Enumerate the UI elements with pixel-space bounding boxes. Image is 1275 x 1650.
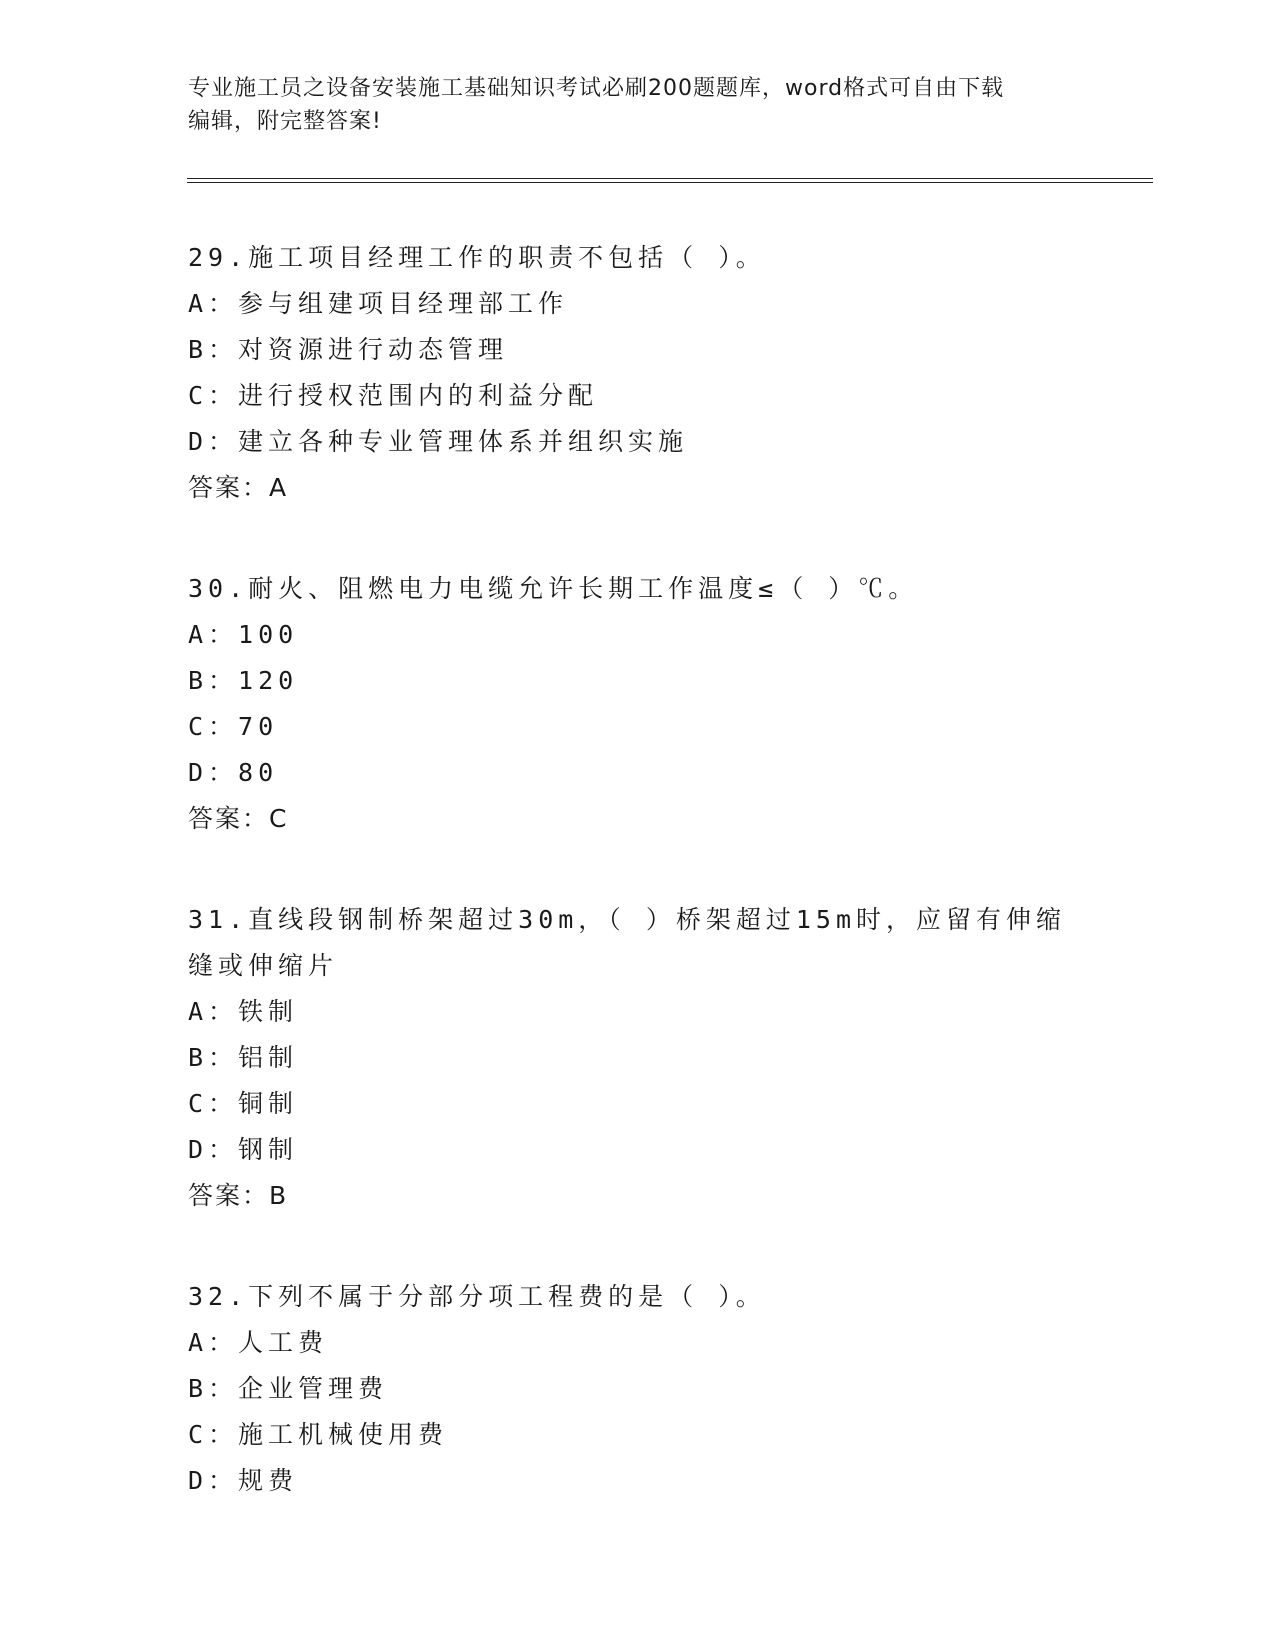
answer-line: 答案：A [188, 473, 289, 502]
option-b: B：企业管理费 [188, 1374, 389, 1403]
option-a: A：参与组建项目经理部工作 [188, 289, 569, 318]
header-line-2: 编辑，附完整答案! [188, 109, 382, 134]
option-d: D：规费 [188, 1466, 299, 1495]
answer-line: 答案：C [188, 804, 289, 833]
question-32 [188, 1274, 1088, 1504]
question-31 [188, 897, 1088, 1219]
question-stem: 31.直线段钢制桥架超过30m，（ ）桥架超过15m时，应留有伸缩缝或伸缩片 [188, 905, 1067, 980]
question-stem: 30.耐火、阻燃电力电缆允许长期工作温度≤（ ）℃。 [188, 574, 919, 603]
question-30 [188, 566, 1088, 842]
question-stem: 29.施工项目经理工作的职责不包括（ ）。 [188, 243, 766, 272]
option-b: B：铝制 [188, 1043, 299, 1072]
option-c: C：铜制 [188, 1089, 299, 1118]
option-d: D：钢制 [188, 1135, 299, 1164]
option-a: A：铁制 [188, 997, 299, 1026]
question-list [188, 235, 1088, 1559]
question-stem: 32.下列不属于分部分项工程费的是（ ）。 [188, 1282, 766, 1311]
header-line-1: 专业施工员之设备安装施工基础知识考试必刷200题题库，word格式可自由下载 [188, 76, 1005, 101]
option-a: A：100 [188, 620, 299, 649]
option-d: D：80 [188, 758, 279, 787]
answer-line: 答案：B [188, 1181, 289, 1210]
option-a: A：人工费 [188, 1328, 329, 1357]
option-c: C：施工机械使用费 [188, 1420, 449, 1449]
option-c: C：进行授权范围内的利益分配 [188, 381, 599, 410]
header-divider [187, 178, 1153, 183]
option-b: B：120 [188, 666, 299, 695]
option-b: B：对资源进行动态管理 [188, 335, 509, 364]
question-29 [188, 235, 1088, 511]
document-header [188, 72, 1088, 138]
option-c: C：70 [188, 712, 279, 741]
option-d: D：建立各种专业管理体系并组织实施 [188, 427, 689, 456]
